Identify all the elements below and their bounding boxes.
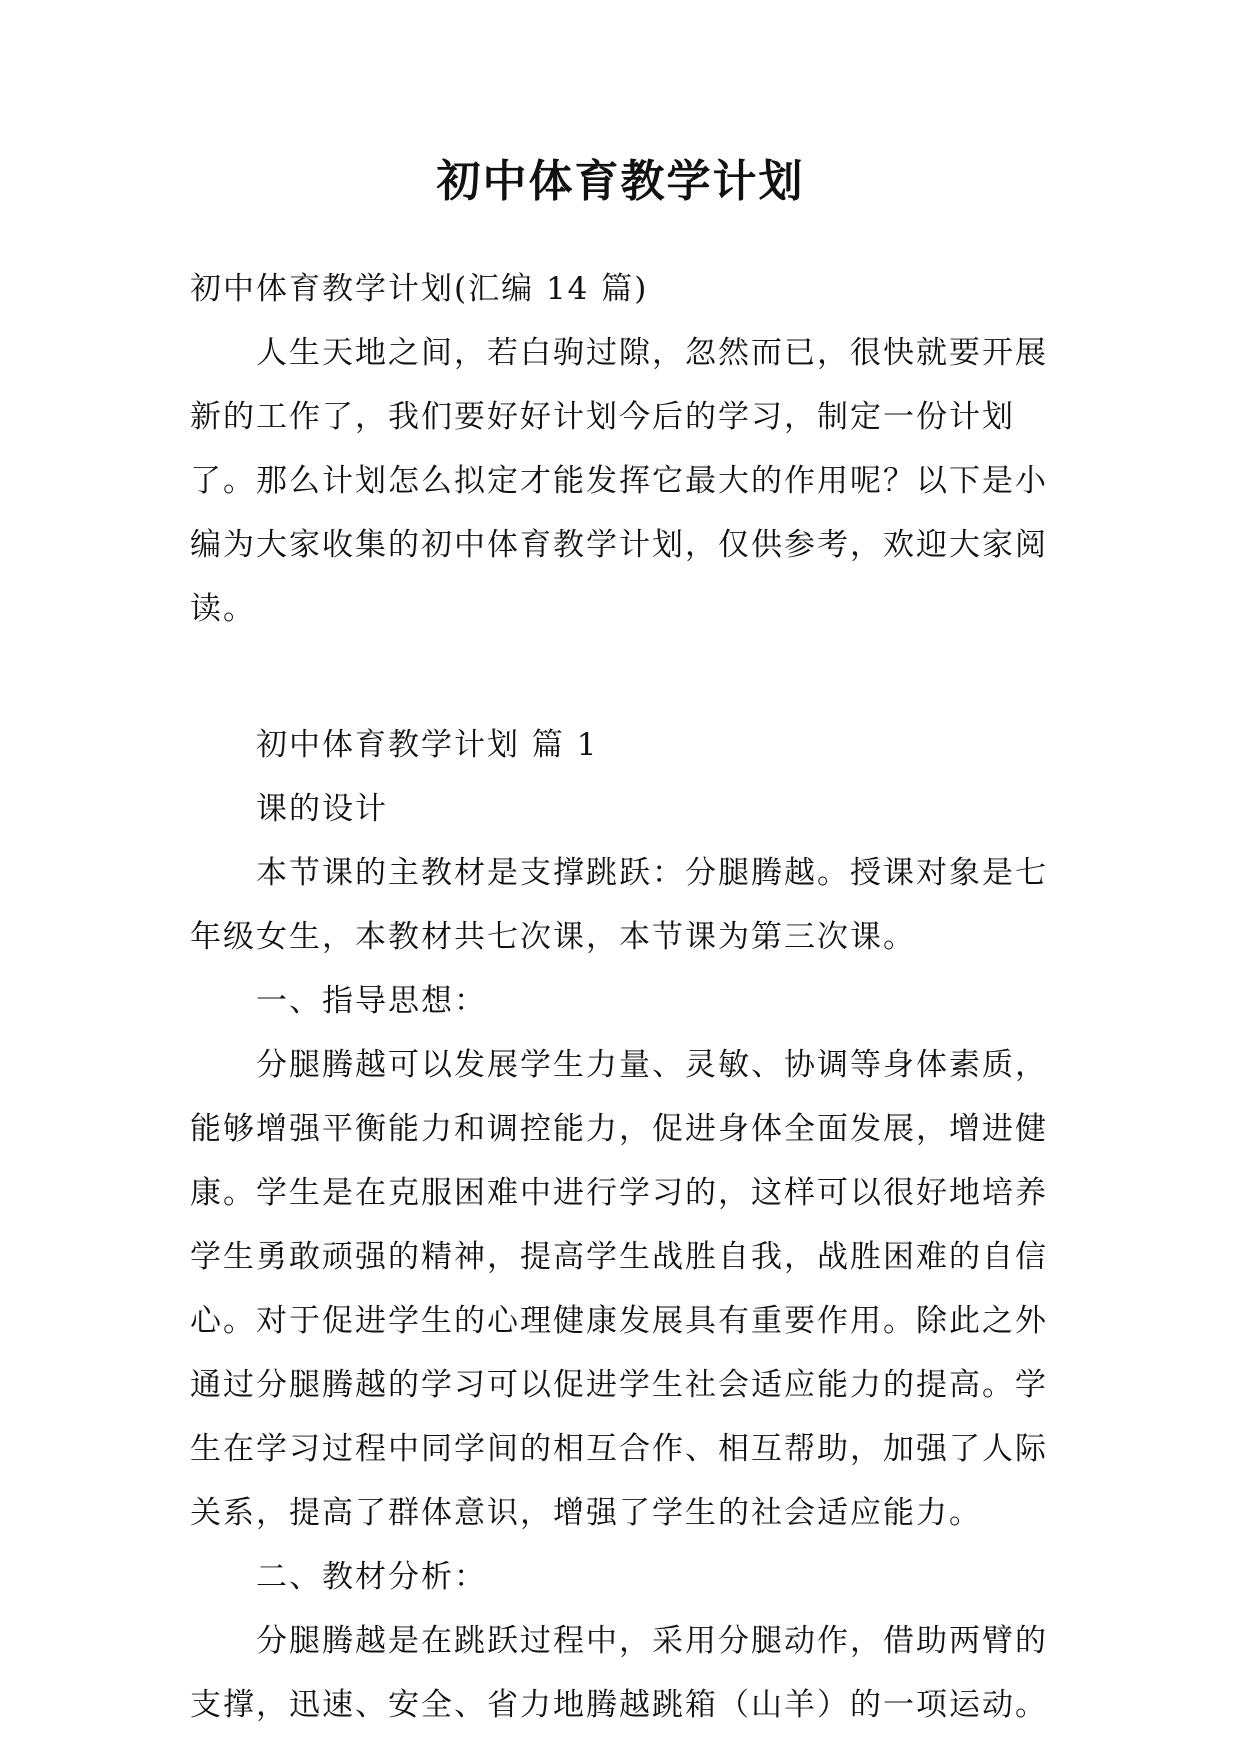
intro-paragraph: 人生天地之间，若白驹过隙，忽然而已，很快就要开展新的工作了，我们要好好计划今后的学习，制定一份计划了。那么计划怎么拟定才能发挥它最大的作用呢？以下是小编为大家收集的初中体育教学计划，仅供参考，欢迎大家阅读。 [190, 335, 1048, 627]
course-design-heading: 课的设计 [256, 791, 388, 827]
section-spacer [190, 641, 1060, 713]
section-heading: 初中体育教学计划 篇 1 [256, 727, 599, 763]
analysis-paragraph: 分腿腾越是在跳跃过程中，采用分腿动作，借助两臂的支撑，迅速、安全、省力地腾越跳箱（山羊）的一项运动。 [190, 1623, 1048, 1723]
document-body [190, 257, 1060, 1737]
document-title: 初中体育教学计划 [436, 156, 805, 207]
guiding-paragraph: 分腿腾越可以发展学生力量、灵敏、协调等身体素质，能够增强平衡能力和调控能力，促进身体全面发展，增进健康。学生是在克服困难中进行学习的，这样可以很好地培养学生勇敢顽强的精神，提高学生战胜自我，战胜困难的自信心。对于促进学生的心理健康发展具有重要作用。除此之外通过分腿腾越的学习可以促进学生社会适应能力的提高。学生在学习过程中同学间的相互合作、相互帮助，加强了人际关系，提高了群体意识，增强了学生的社会适应能力。 [190, 1047, 1048, 1531]
analysis-heading: 二、教材分析： [256, 1559, 487, 1595]
guiding-heading: 一、指导思想： [256, 983, 487, 1019]
overview-paragraph: 本节课的主教材是支撑跳跃：分腿腾越。授课对象是七年级女生，本教材共七次课，本节课为第三次课。 [190, 855, 1048, 955]
document-subtitle: 初中体育教学计划(汇编 14 篇) [190, 271, 649, 307]
